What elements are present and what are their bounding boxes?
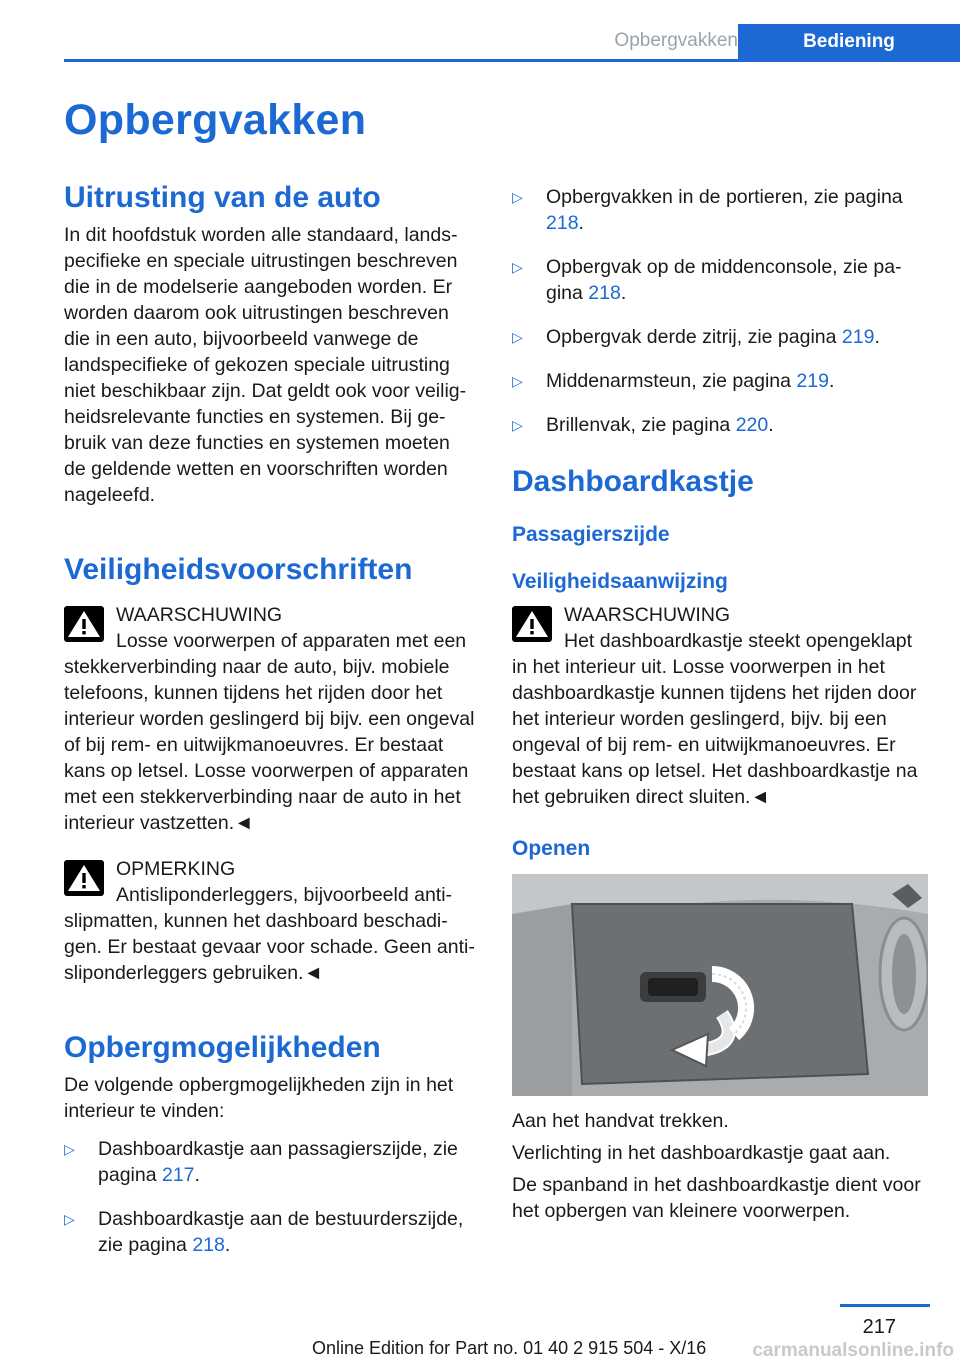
left-column: [64, 180, 476, 1276]
open-heading: Openen: [512, 837, 591, 861]
header-section-tab[interactable]: Opbergvakken: [614, 30, 738, 51]
glovebox-illustration: [512, 874, 928, 1096]
page-link[interactable]: 220: [735, 414, 769, 436]
triangle-bullet-icon: ▷: [64, 1141, 75, 1157]
page-link[interactable]: 219: [841, 326, 875, 348]
list-item: ▷ Opbergvak derde zitrij, zie pagina 219.: [512, 326, 880, 348]
storage-list-continued: [512, 184, 930, 438]
equipment-text: In dit hoofdstuk worden alle standaard, landspecifieke en speciale uitrustingen beschreven die in de modelserie aangeboden worden. Er worden daarom ook uitrustingen beschreven die in een auto, bijvoorbeeld vanwege de landspecifieke of gekozen speciale uitrusting niet beschikbaar zijn. Dat geldt ook voor veiligheidsrelevante functies en systemen. Bij gebruik van deze functies en systemen moeten de geldende wetten en voorschriften worden nageleefd.: [64, 224, 467, 506]
triangle-bullet-icon: ▷: [512, 329, 523, 345]
warning-triangle-icon: [64, 606, 104, 642]
triangle-bullet-icon: ▷: [64, 1211, 75, 1227]
watermark: carmanualsonline.info: [752, 1340, 954, 1361]
list-item: ▷ Dashboardkastje aan de bestuurderszijde, zie pagina 218.: [64, 1208, 464, 1256]
page-link[interactable]: 217: [161, 1164, 195, 1186]
footer-accent-line: [840, 1304, 930, 1307]
page-number: 217: [862, 1316, 896, 1338]
glovebox-warning-block: [512, 602, 930, 810]
page-title: Opbergvakken: [64, 96, 367, 144]
glovebox-photo: [512, 874, 928, 1096]
storage-heading: Opbergmogelijkheden: [64, 1031, 381, 1064]
warning-keyword: WAARSCHUWING: [116, 604, 283, 626]
running-header: [64, 24, 960, 62]
list-item: ▷ Dashboardkastje aan passagierszijde, zie pagina 217.: [64, 1138, 458, 1186]
warning-triangle-icon: [64, 860, 104, 896]
page-link[interactable]: 218: [546, 212, 579, 234]
glovebox-warning-text: Het dashboardkastje steekt opengeklapt in het interieur uit. Losse voorwerpen in het dashboardkastje kunnen tijdens het rijden door het interieur worden geslingerd, bijv. bij een ongeval of bij rem- en uitwijkmanoeuvres. Er bestaat kans op letsel. Het dashboardkastje na het gebruiken direct sluiten.◄: [512, 630, 918, 809]
triangle-bullet-icon: ▷: [512, 373, 523, 389]
triangle-bullet-icon: ▷: [512, 417, 523, 433]
step-light-on: Verlichting in het dashboardkastje gaat aan.: [512, 1141, 891, 1164]
notice-keyword: OPMERKING: [116, 858, 236, 880]
warning-text: Losse voorwerpen of apparaten met een stekkerverbinding naar de auto, bijv. mobiele telefoons, kunnen tijdens het rijden door het interieur worden geslingerd bij bijv. een ongeval of bij rem- en uitwijkmanoeuvres. Er bestaat kans op letsel. Losse voorwerpen of apparaten met een stekkerverbinding naar de auto in het interieur vastzetten.◄: [64, 630, 475, 834]
safety-note-heading: Veiligheidsaanwijzing: [512, 570, 728, 594]
warning-triangle-icon: [512, 606, 552, 642]
warning-keyword: WAARSCHUWING: [564, 604, 731, 627]
list-item: ▷ Brillenvak, zie pagina 220.: [512, 414, 774, 436]
storage-intro: De volgende opbergmogelijkheden zijn in het interieur te vinden:: [64, 1074, 454, 1122]
triangle-bullet-icon: ▷: [512, 259, 523, 275]
triangle-bullet-icon: ▷: [512, 189, 523, 205]
list-item: ▷ Middenarmsteun, zie pagina 219.: [512, 370, 835, 392]
notice-text: Antisliponderleggers, bijvoorbeeld antislipmatten, kunnen het dashboard beschadigen. Er bestaat gevaar voor schade. Geen antisliponderleggers gebruiken.◄: [64, 884, 475, 984]
storage-list: [64, 1136, 476, 1258]
edition-line: Online Edition for Part no. 01 40 2 915 504 - X/16: [312, 1338, 707, 1358]
page-link[interactable]: 218: [588, 282, 621, 304]
page-link[interactable]: 219: [796, 370, 829, 392]
safety-heading: Veiligheidsvoorschriften: [64, 553, 413, 586]
page-link[interactable]: 218: [192, 1234, 225, 1256]
equipment-heading: Uitrusting van de auto: [64, 181, 381, 214]
glovebox-heading: Dashboardkastje: [512, 465, 754, 498]
right-column: [512, 184, 930, 1224]
step-pull-handle: Aan het handvat trekken.: [512, 1109, 729, 1132]
passenger-side-heading: Passagierszijde: [512, 523, 670, 546]
notice-block: [64, 856, 476, 986]
header-chapter-tab[interactable]: Bediening: [738, 24, 960, 59]
warning-block: [64, 602, 476, 836]
step-strap: De spanband in het dashboardkastje dient voor het opbergen van kleinere voorwerpen.: [512, 1173, 921, 1222]
list-item: ▷ Opbergvak op de middenconsole, zie pagina 218.: [512, 256, 902, 304]
list-item: ▷ Opbergvakken in de portieren, zie pagina 218.: [512, 186, 903, 234]
